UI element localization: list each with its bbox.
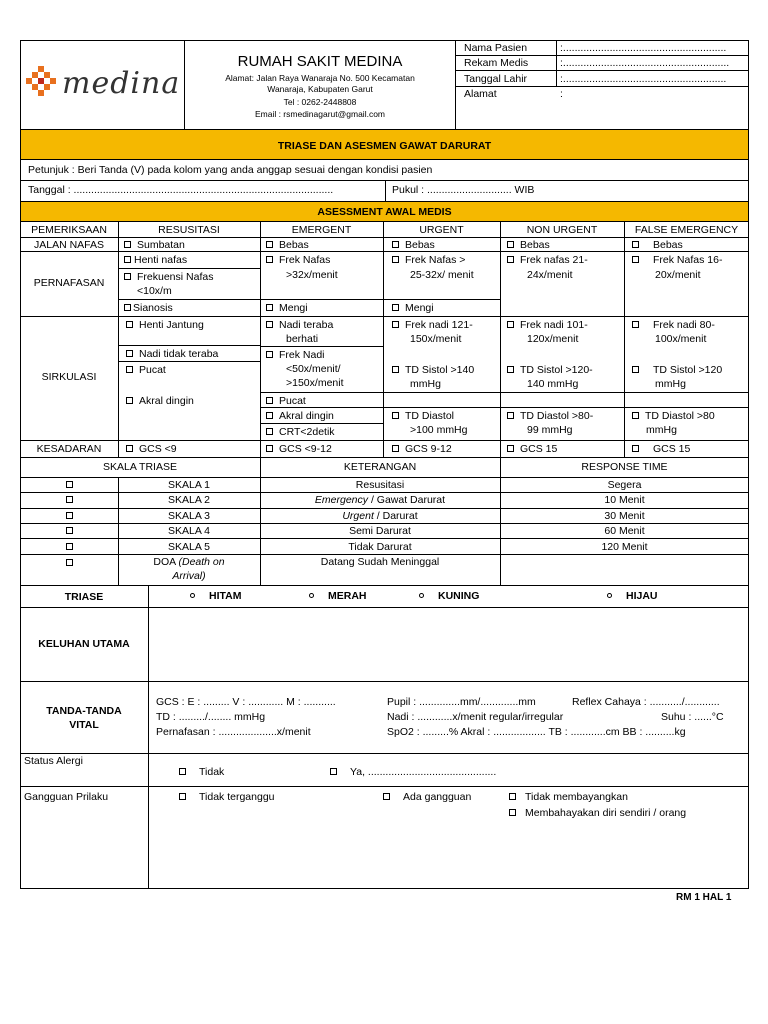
- skala-response-time: 30 Menit: [604, 510, 645, 522]
- header-urgent: URGENT: [419, 224, 464, 236]
- page-footer: RM 1 HAL 1: [676, 892, 732, 903]
- checkbox-icon: [124, 241, 131, 248]
- nadi-teraba-detail: berhati: [286, 333, 319, 345]
- checkbox-icon: [66, 559, 73, 566]
- checkbox-icon: [66, 496, 73, 503]
- skala-label: SKALA 2: [167, 494, 211, 506]
- checkbox-icon: [126, 366, 133, 373]
- frek-nafas-non-urgent-value: 24x/menit: [527, 269, 573, 281]
- td-sistol-false-unit: mmHg: [655, 378, 686, 390]
- frek-nadi-non-urgent-value: 120x/menit: [527, 333, 579, 345]
- checkbox-icon: [266, 351, 273, 358]
- skala-keterangan: Urgent / Darurat: [342, 510, 418, 522]
- header-non-urgent: NON URGENT: [526, 224, 598, 236]
- checkbox-pucat-emergent[interactable]: Pucat: [266, 395, 306, 407]
- radio-triase-kuning[interactable]: KUNING: [419, 590, 479, 602]
- patient-name-label: Nama Pasien: [464, 42, 528, 54]
- hospital-address-2: Wanaraja, Kabupaten Garut: [267, 84, 373, 94]
- checkbox-icon: [266, 256, 273, 263]
- birth-date-field[interactable]: :........................................................: [560, 73, 727, 85]
- checkbox-icon: [392, 445, 399, 452]
- checkbox-td-diastol-non-urgent[interactable]: TD Diastol >80-: [507, 410, 593, 422]
- skala-keterangan: Emergency / Gawat Darurat: [314, 494, 446, 506]
- logo-text: medina: [62, 66, 181, 101]
- skala-label: SKALA 1: [167, 479, 211, 491]
- skala-label: SKALA 5: [167, 541, 211, 553]
- address-field[interactable]: :: [560, 88, 563, 100]
- row-label-pernafasan: PERNAFASAN: [33, 277, 105, 289]
- td-diastol-non-urgent-value: 99 mmHg: [527, 424, 573, 436]
- skala-response-time: 10 Menit: [604, 494, 645, 506]
- checkbox-icon: [507, 445, 514, 452]
- skala-label: SKALA 3: [167, 510, 211, 522]
- vital-label-2: VITAL: [69, 719, 99, 731]
- checkbox-icon: [507, 241, 514, 248]
- radio-icon: [190, 593, 195, 598]
- checkbox-skala-4[interactable]: [20, 525, 118, 537]
- skala-keterangan: Resusitasi: [355, 479, 405, 491]
- checkbox-frek-nadi-non-urgent[interactable]: Frek nadi 101-: [507, 319, 588, 331]
- checkbox-frek-nadi-emergent[interactable]: Frek Nadi: [266, 349, 325, 361]
- frek-nadi-emergent-high: >150x/menit: [286, 377, 344, 389]
- checkbox-frek-nafas-urgent[interactable]: Frek Nafas >: [392, 254, 465, 266]
- checkbox-jalan-nafas-emergent[interactable]: Bebas: [266, 239, 309, 251]
- checkbox-frek-nadi-false[interactable]: Frek nadi 80-: [632, 319, 715, 331]
- hospital-address-1: Alamat: Jalan Raya Wanaraja No. 500 Kecamatan: [225, 73, 415, 83]
- checkbox-skala-2[interactable]: [20, 494, 118, 506]
- checkbox-icon: [507, 256, 514, 263]
- form-title: TRIASE DAN ASESMEN GAWAT DARURAT: [277, 140, 492, 152]
- vital-suhu-field[interactable]: Suhu : ......°C: [661, 711, 724, 723]
- checkbox-icon: [507, 412, 514, 419]
- skala-keterangan: Semi Darurat: [349, 525, 411, 537]
- checkbox-icon: [507, 366, 514, 373]
- medical-record-field[interactable]: :.........................................................: [560, 57, 730, 69]
- frek-nadi-urgent-value: 150x/menit: [410, 333, 462, 345]
- checkbox-skala-5[interactable]: [20, 541, 118, 553]
- checkbox-gcs-urgent[interactable]: GCS 9-12: [392, 443, 452, 455]
- checkbox-gcs-resusitasi[interactable]: GCS <9: [126, 443, 177, 455]
- birth-date-label: Tanggal Lahir: [464, 73, 528, 85]
- checkbox-alergi-tidak[interactable]: Tidak: [179, 766, 224, 778]
- checkbox-icon: [126, 397, 133, 404]
- checkbox-icon: [509, 809, 516, 816]
- medical-record-label: Rekam Medis: [464, 57, 529, 69]
- checkbox-icon: [392, 256, 399, 263]
- hospital-phone: Tel : 0262-2448808: [283, 97, 357, 107]
- header-skala-triase: SKALA TRIASE: [103, 461, 177, 473]
- checkbox-frek-nafas-false[interactable]: Frek Nafas 16-: [632, 254, 722, 266]
- checkbox-jalan-nafas-false[interactable]: Bebas: [632, 239, 683, 251]
- checkbox-frek-nafas-emergent[interactable]: Frek Nafas: [266, 254, 330, 266]
- checkbox-td-diastol-urgent[interactable]: TD Diastol: [392, 410, 454, 422]
- td-sistol-non-urgent-value: 140 mmHg: [527, 378, 579, 390]
- alergi-label: Status Alergi: [24, 755, 83, 767]
- checkbox-skala-3[interactable]: [20, 510, 118, 522]
- checkbox-icon: [383, 793, 390, 800]
- checkbox-icon: [392, 321, 399, 328]
- checkbox-henti-jantung[interactable]: Henti Jantung: [126, 319, 204, 331]
- assessment-title: ASESSMENT AWAL MEDIS: [317, 206, 452, 218]
- checkbox-icon: [392, 412, 399, 419]
- checkbox-membahayakan[interactable]: Membahayakan diri sendiri / orang: [509, 807, 686, 819]
- checkbox-jalan-nafas-urgent[interactable]: Bebas: [392, 239, 435, 251]
- checkbox-mengi-urgent[interactable]: Mengi: [392, 302, 434, 314]
- radio-triase-merah[interactable]: MERAH: [309, 590, 367, 602]
- checkbox-ada-gangguan[interactable]: Ada gangguan: [383, 791, 471, 803]
- checkbox-td-diastol-false[interactable]: TD Diastol >80: [632, 410, 715, 422]
- checkbox-icon: [179, 793, 186, 800]
- border-top: [20, 40, 749, 41]
- checkbox-icon: [392, 241, 399, 248]
- vital-label-1: TANDA-TANDA: [46, 705, 122, 717]
- checkbox-icon: [507, 321, 514, 328]
- checkbox-icon: [126, 350, 133, 357]
- frek-nadi-false-value: 100x/menit: [655, 333, 707, 345]
- checkbox-icon: [266, 321, 273, 328]
- checkbox-alergi-ya[interactable]: Ya, ............................................: [330, 766, 496, 778]
- frek-nafas-urgent-value: 25-32x/ menit: [410, 269, 474, 281]
- td-diastol-urgent-value: >100 mmHg: [410, 424, 468, 436]
- checkbox-icon: [632, 256, 639, 263]
- doa-label-cont: Arrival): [172, 570, 206, 582]
- keluhan-utama-label: KELUHAN UTAMA: [38, 638, 130, 650]
- td-sistol-urgent-unit: mmHg: [410, 378, 441, 390]
- vital-nafas-field[interactable]: Pernafasan : ....................x/menit: [156, 726, 311, 738]
- checkbox-icon: [66, 481, 73, 488]
- vital-pupil-field[interactable]: Pupil : ..............mm/.............mm: [387, 696, 536, 708]
- skala-label: SKALA 4: [167, 525, 211, 537]
- checkbox-icon: [632, 321, 639, 328]
- checkbox-icon: [266, 412, 273, 419]
- checkbox-jalan-nafas-sumbatan[interactable]: Sumbatan: [124, 239, 185, 251]
- checkbox-icon: [124, 273, 131, 280]
- header-pemeriksaan: PEMERIKSAAN: [31, 224, 107, 236]
- skala-response-time: 60 Menit: [604, 525, 645, 537]
- radio-icon: [607, 593, 612, 598]
- vital-gcs-field[interactable]: GCS : E : ......... V : ............ M : ...........: [156, 696, 336, 708]
- vital-td-field[interactable]: TD : ........./........ mmHg: [156, 711, 266, 723]
- checkbox-icon: [266, 241, 273, 248]
- checkbox-icon: [392, 304, 399, 311]
- checkbox-tidak-terganggu[interactable]: Tidak terganggu: [179, 791, 275, 803]
- skala-response-time: 120 Menit: [601, 541, 648, 553]
- row-label-sirkulasi: SIRKULASI: [41, 371, 97, 383]
- frekuensi-nafas-value: <10x/m: [137, 285, 172, 297]
- checkbox-pucat-resusitasi[interactable]: Pucat: [126, 364, 166, 376]
- checkbox-icon: [392, 366, 399, 373]
- vital-reflex-field[interactable]: Reflex Cahaya : .........../............: [572, 696, 720, 708]
- radio-icon: [419, 593, 424, 598]
- skala-keterangan: Tidak Darurat: [348, 541, 412, 553]
- date-field[interactable]: Tanggal : .........................................................................................: [28, 184, 334, 196]
- doa-label: DOA (Death on: [153, 556, 225, 568]
- header-emergent: EMERGENT: [291, 224, 352, 236]
- checkbox-icon: [632, 445, 639, 452]
- checkbox-icon: [632, 241, 639, 248]
- checkbox-icon: [179, 768, 186, 775]
- checkbox-frekuensi-nafas[interactable]: Frekuensi Nafas: [124, 271, 213, 283]
- radio-triase-hijau[interactable]: HIJAU: [607, 590, 658, 602]
- checkbox-sianosis[interactable]: Sianosis: [124, 302, 173, 314]
- time-field[interactable]: Pukul : ............................. WIB: [392, 184, 535, 196]
- hospital-name: RUMAH SAKIT MEDINA: [237, 53, 403, 70]
- triase-label: TRIASE: [64, 591, 104, 603]
- hospital-email: Email : rsmedinagarut@gmail.com: [254, 109, 386, 119]
- radio-triase-hitam[interactable]: HITAM: [190, 590, 241, 602]
- row-label-jalan-nafas: JALAN NAFAS: [33, 239, 105, 251]
- keluhan-utama-field[interactable]: [149, 608, 748, 681]
- header-keterangan: KETERANGAN: [343, 461, 417, 473]
- vital-nadi-field[interactable]: Nadi : ............x/menit regular/irregular: [387, 711, 564, 723]
- checkbox-nadi-teraba[interactable]: Nadi teraba: [266, 319, 333, 331]
- checkbox-akral-dingin-resusitasi[interactable]: Akral dingin: [126, 395, 194, 407]
- header-false-emergency: FALSE EMERGENCY: [634, 224, 739, 236]
- checkbox-icon: [66, 527, 73, 534]
- checkbox-icon: [66, 512, 73, 519]
- address-label: Alamat: [464, 88, 497, 100]
- checkbox-icon: [266, 397, 273, 404]
- radio-icon: [309, 593, 314, 598]
- border-bottom: [20, 888, 749, 889]
- checkbox-icon: [330, 768, 337, 775]
- checkbox-jalan-nafas-non-urgent[interactable]: Bebas: [507, 239, 550, 251]
- checkbox-icon: [124, 256, 131, 263]
- skala-response-time: Segera: [607, 479, 642, 491]
- checkbox-td-sistol-false[interactable]: TD Sistol >120: [632, 364, 722, 376]
- checkbox-akral-dingin-emergent[interactable]: Akral dingin: [266, 410, 334, 422]
- header-response-time: RESPONSE TIME: [581, 461, 668, 473]
- header-resusitasi: RESUSITASI: [158, 224, 220, 236]
- frek-nadi-emergent-low: <50x/menit/: [286, 363, 341, 375]
- checkbox-td-sistol-non-urgent[interactable]: TD Sistol >120-: [507, 364, 593, 376]
- checkbox-gcs-non-urgent[interactable]: GCS 15: [507, 443, 557, 455]
- checkbox-icon: [509, 793, 516, 800]
- checkbox-gcs-emergent[interactable]: GCS <9-12: [266, 443, 332, 455]
- doa-keterangan: Datang Sudah Meninggal: [320, 556, 440, 568]
- instruction-text: Petunjuk : Beri Tanda (V) pada kolom yang anda anggap sesuai dengan kondisi pasien: [28, 164, 433, 176]
- checkbox-doa[interactable]: [20, 557, 118, 569]
- frek-nafas-emergent-value: >32x/menit: [286, 269, 338, 281]
- checkbox-henti-nafas[interactable]: Henti nafas: [124, 254, 187, 266]
- checkbox-td-sistol-urgent[interactable]: TD Sistol >140: [392, 364, 474, 376]
- checkbox-icon: [66, 543, 73, 550]
- checkbox-tidak-membayangkan[interactable]: Tidak membayangkan: [509, 791, 628, 803]
- hospital-logo: [26, 66, 182, 102]
- checkbox-icon: [266, 445, 273, 452]
- perilaku-label: Gangguan Prilaku: [24, 791, 109, 803]
- checkbox-icon: [266, 428, 273, 435]
- checkbox-frek-nadi-urgent[interactable]: Frek nadi 121-: [392, 319, 473, 331]
- checkbox-icon: [126, 445, 133, 452]
- vital-spo2-field[interactable]: SpO2 : .........% Akral : .................. TB : ............cm BB : ..........kg: [387, 726, 686, 738]
- td-diastol-false-unit: mmHg: [646, 424, 677, 436]
- checkbox-icon: [632, 412, 639, 419]
- checkbox-nadi-tidak-teraba[interactable]: Nadi tidak teraba: [126, 348, 218, 360]
- row-label-kesadaran: KESADARAN: [36, 443, 102, 455]
- checkbox-gcs-false[interactable]: GCS 15: [632, 443, 690, 455]
- checkbox-frek-nafas-non-urgent[interactable]: Frek nafas 21-: [507, 254, 588, 266]
- checkbox-icon: [124, 304, 131, 311]
- triage-form: [20, 40, 749, 888]
- frek-nafas-false-value: 20x/menit: [655, 269, 701, 281]
- checkbox-icon: [632, 366, 639, 373]
- checkbox-crt[interactable]: CRT<2detik: [266, 426, 335, 438]
- checkbox-icon: [266, 304, 273, 311]
- checkbox-mengi-emergent[interactable]: Mengi: [266, 302, 308, 314]
- checkbox-icon: [126, 321, 133, 328]
- checkbox-skala-1[interactable]: [20, 479, 118, 491]
- patient-name-field[interactable]: :........................................................: [560, 42, 727, 54]
